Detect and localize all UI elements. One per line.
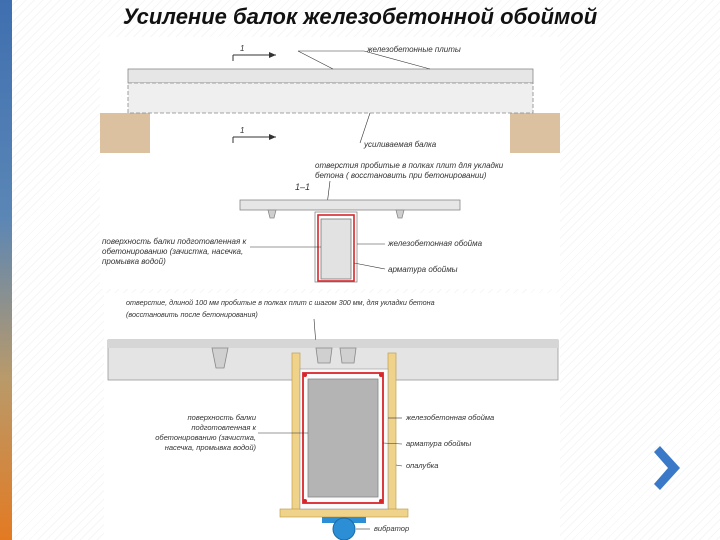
label-jacket-large: железобетонная обойма [406,413,495,422]
label-surface-line1: поверхность балки подготовленная к [102,237,247,246]
formwork-right [388,353,396,515]
chevron-right-icon[interactable] [650,440,690,496]
label-vibrator: вибратор [374,524,410,533]
section-marker-bottom: 1 [240,126,245,135]
beam-elevation-diagram [100,37,560,289]
section-title: 1–1 [295,182,311,192]
left-support [100,113,150,153]
label-opening-line2: (восстановить после бетонирования) [126,310,258,319]
right-support [510,113,560,153]
label-rebar: арматура обоймы [388,265,458,274]
formwork-left [292,353,300,515]
label-holes-line1: отверстия пробитые в полках плит для укладки [315,161,504,170]
label-slabs: железобетонные плиты [367,45,461,54]
label-surface-large-line4: насечка, промывка водой) [164,443,256,452]
formwork-bottom [280,509,408,517]
label-beam: усиливаемая балка [364,140,437,149]
slab-section [240,200,460,210]
label-jacket: железобетонная обойма [388,239,483,248]
slide-title: Усиление балок железобетонной обоймой [122,4,598,29]
decorative-side-bar [0,0,12,540]
vibrator-icon [333,518,355,540]
label-surface-line3: промывка водой) [102,257,166,266]
label-surface-large-line2: подготовленная к [191,423,256,432]
beam-elevation [128,83,533,113]
beam-section [321,219,351,279]
section-marker-top: 1 [240,44,245,53]
label-holes-line2: бетона ( восстановить при бетонировании) [315,171,487,180]
label-surface-line2: обетонированию (зачистка, насечка, [102,247,244,256]
label-rebar-large: арматура обоймы [406,439,472,448]
jacket-formwork-diagram [104,293,560,540]
label-opening-line1: отверстие, длиной 100 мм пробитые в полках плит с шагом 300 мм, для укладки бетона [126,298,435,307]
slabs-elevation [128,69,533,83]
label-surface-large-line3: обетонированию (зачистка, [155,433,256,442]
beam-large-section [308,379,378,497]
label-formwork: опалубка [406,461,439,470]
label-surface-large-line1: поверхность балки [187,413,256,422]
